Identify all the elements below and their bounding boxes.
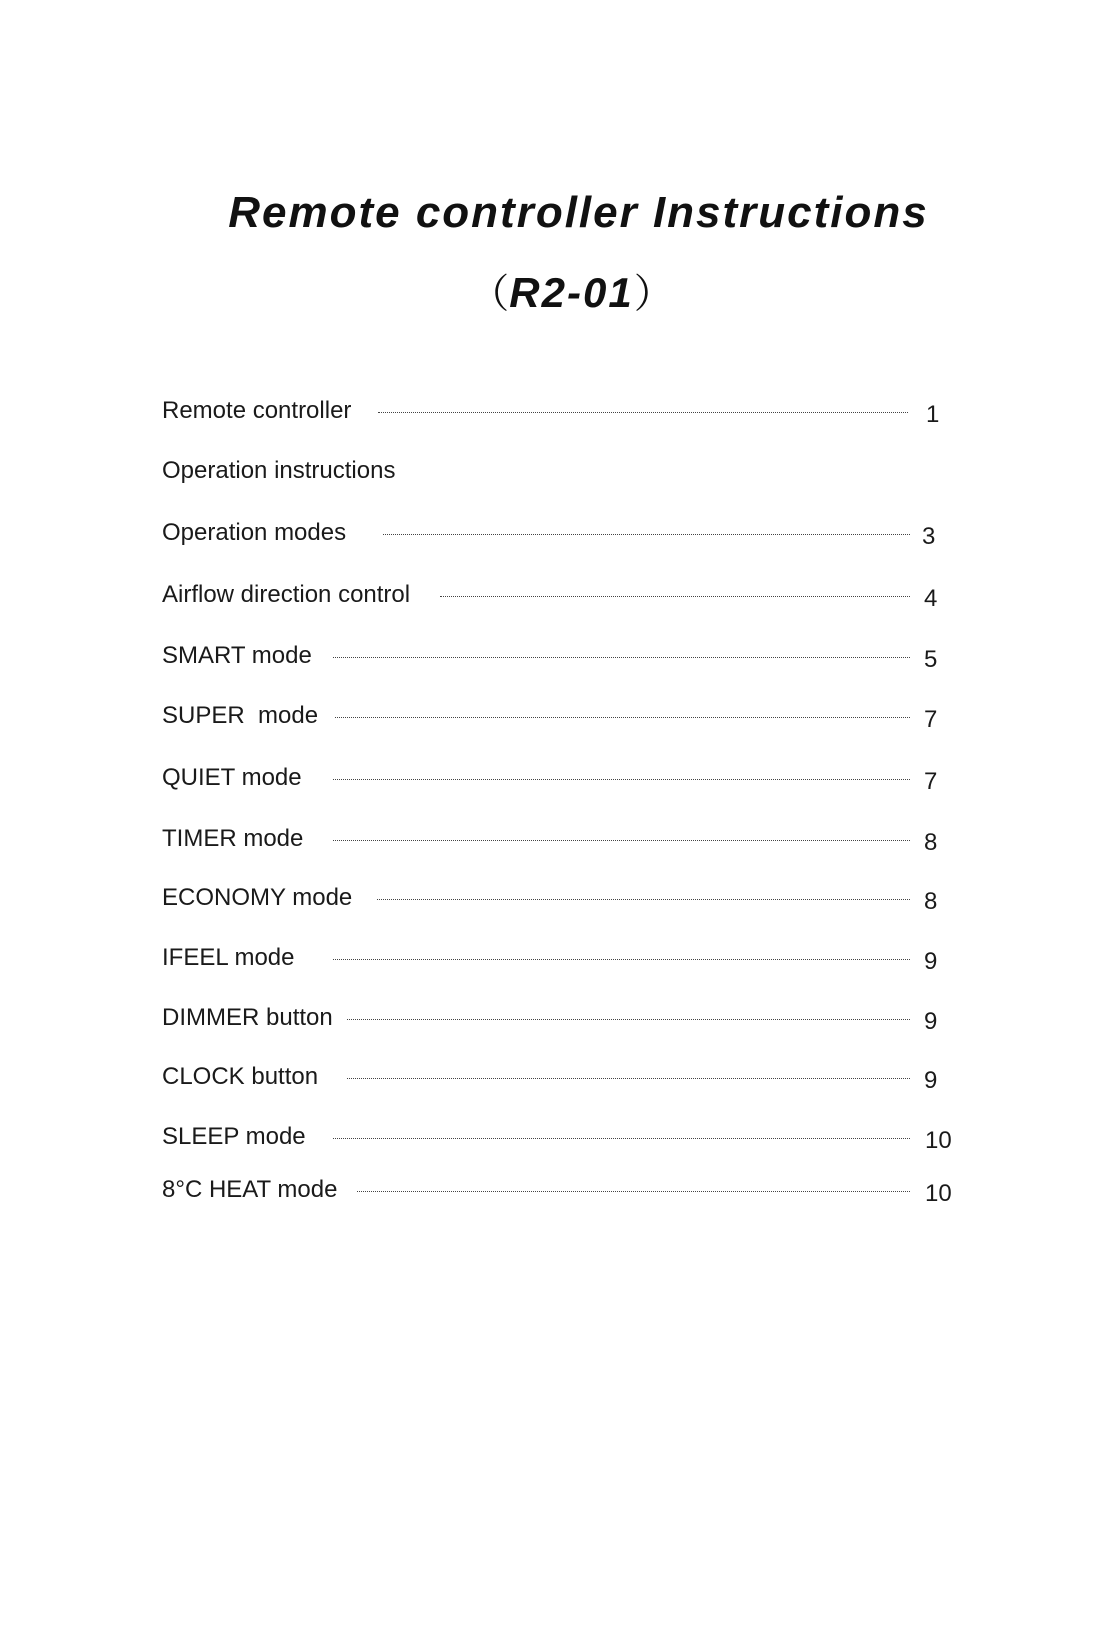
toc-entry-label: SMART mode xyxy=(162,642,312,669)
toc-entry-operation-instructions[interactable] xyxy=(0,456,1119,486)
toc-leader-dots xyxy=(378,412,908,413)
toc-leader-dots xyxy=(347,1019,910,1020)
toc-page-number: 8 xyxy=(924,829,938,856)
model-number: R2-01 xyxy=(509,269,634,316)
toc-entry-label: SLEEP mode xyxy=(162,1123,306,1150)
toc-page-number: 7 xyxy=(924,768,938,795)
toc-leader-dots xyxy=(347,1078,910,1079)
toc-page-number: 9 xyxy=(924,948,938,975)
subtitle-open-paren: （ xyxy=(469,271,510,317)
toc-entry-airflow-direction-control[interactable] xyxy=(0,580,1119,610)
toc-leader-dots xyxy=(333,657,910,658)
toc-entry-dimmer-button[interactable] xyxy=(0,1003,1119,1033)
toc-page-number: 9 xyxy=(924,1008,938,1035)
toc-entry-label: Remote controller xyxy=(162,397,352,424)
toc-entry-super-mode[interactable] xyxy=(0,701,1119,731)
subtitle-close-paren: ） xyxy=(633,271,674,317)
toc-leader-dots xyxy=(440,596,910,597)
toc-entry-label: CLOCK button xyxy=(162,1063,319,1090)
toc-page-number: 7 xyxy=(924,706,938,733)
toc-leader-dots xyxy=(377,899,910,900)
toc-page-number: 8 xyxy=(924,888,938,915)
toc-leader-dots xyxy=(333,779,910,780)
toc-entry-economy-mode[interactable] xyxy=(0,883,1119,913)
toc-entry-label: IFEEL mode xyxy=(162,944,295,971)
toc-entry-smart-mode[interactable] xyxy=(0,641,1119,671)
toc-entry-label: TIMER mode xyxy=(162,825,304,852)
toc-page-number: 10 xyxy=(925,1180,952,1207)
toc-entry-label: Operation modes xyxy=(162,519,347,546)
toc-entry-label: Airflow direction control xyxy=(162,581,411,608)
toc-entry-sleep-mode[interactable] xyxy=(0,1122,1119,1152)
toc-leader-dots xyxy=(333,959,910,960)
toc-page-number: 10 xyxy=(925,1127,952,1154)
toc-page-number: 4 xyxy=(924,585,938,612)
toc-entry-quiet-mode[interactable] xyxy=(0,763,1119,793)
toc-entry-label: DIMMER button xyxy=(162,1004,333,1031)
toc-leader-dots xyxy=(383,534,910,535)
toc-entry-label: SUPER mode xyxy=(162,702,319,729)
toc-entry-label: Operation instructions xyxy=(162,457,396,484)
toc-leader-dots xyxy=(333,1138,910,1139)
toc-entry-label: ECONOMY mode xyxy=(162,884,353,911)
toc-page-number: 9 xyxy=(924,1067,938,1094)
toc-leader-dots xyxy=(335,717,910,718)
toc-entry-8c-heat-mode[interactable] xyxy=(0,1175,1119,1205)
toc-entry-clock-button[interactable] xyxy=(0,1062,1119,1092)
page-title: Remote controller Instructions xyxy=(228,188,929,237)
toc-leader-dots xyxy=(333,840,910,841)
toc-page-number: 3 xyxy=(922,523,936,550)
toc-entry-operation-modes[interactable] xyxy=(0,518,1119,548)
toc-entry-label: QUIET mode xyxy=(162,764,302,791)
toc-entry-remote-controller[interactable] xyxy=(0,396,1119,426)
toc-entry-ifeel-mode[interactable] xyxy=(0,943,1119,973)
toc-entry-timer-mode[interactable] xyxy=(0,824,1119,854)
toc-page-number: 5 xyxy=(924,646,938,673)
toc-page-number: 1 xyxy=(926,401,940,428)
toc-leader-dots xyxy=(357,1191,910,1192)
toc-entry-label: 8°C HEAT mode xyxy=(162,1176,338,1203)
